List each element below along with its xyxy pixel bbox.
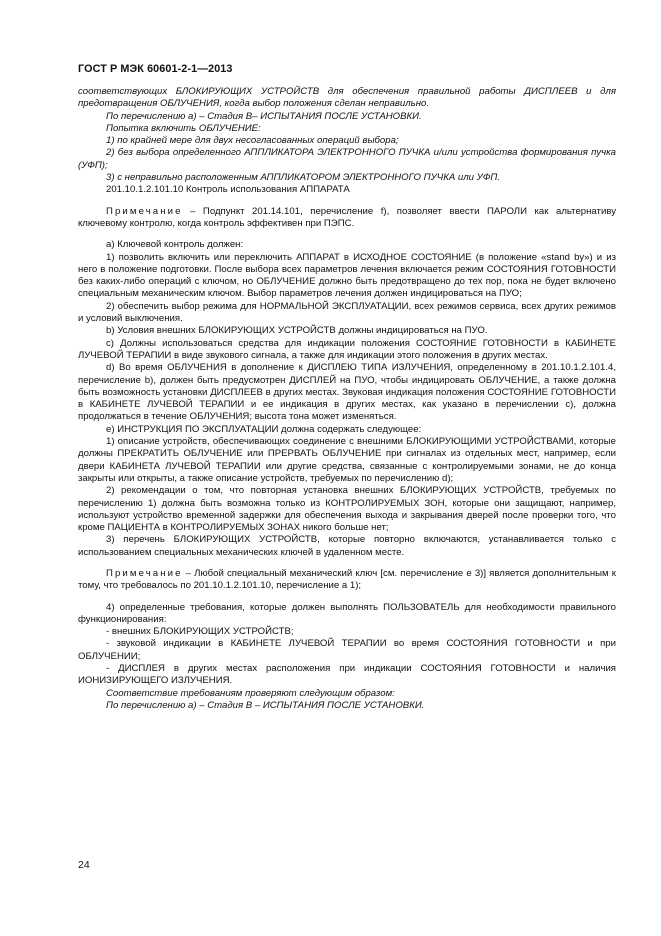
item-e: е) ИНСТРУКЦИЯ ПО ЭКСПЛУАТАЦИИ должна содержать следующее: bbox=[106, 423, 422, 435]
item-b: b) Условия внешних БЛОКИРУЮЩИХ УСТРОЙСТВ должны индицироваться на ПУО. bbox=[106, 325, 488, 337]
item-e-4: 4) определенные требования, которые должен выполнять ПОЛЬЗОВАТЕЛЬ для необходимости правильного функционирования: bbox=[78, 601, 616, 625]
item-a-2: 2) обеспечить выбор режима для НОРМАЛЬНОЙ ЭКСПЛУАТАЦИИ, всех режимов сервиса, всех других режимов и условий выключения. bbox=[78, 300, 616, 325]
note-2 bbox=[78, 568, 616, 593]
page-header-title: ГОСТ Р МЭК 60601-2-1—2013 bbox=[78, 63, 233, 75]
note-1-text: – Подпункт 201.14.101, перечисление f), позволяет ввести ПАРОЛИ как альтернативу ключевому контролю, когда контроль эффективен при ПЭПС. bbox=[78, 205, 616, 229]
item-a: а) Ключевой контроль должен: bbox=[106, 239, 244, 251]
note-1-label: Примечание bbox=[106, 205, 183, 217]
note-2-text: – Любой специальный механический ключ [см. перечисление е 3)] является дополнительным к тому, что требовалось по 201.10.1.2.101.10, перечисление а 1); bbox=[78, 567, 616, 592]
item-a-1: 1) позволить включить или переключить АППАРАТ в ИСХОДНОЕ СОСТОЯНИЕ (в положение «stand by») и из него в положение подготовки. После выбора всех параметров лечения включается режим СОСТОЯНИЯ ГОТОВНОСТИ без каких-либо операций с ключом, но ОБЛУЧЕНИЕ должно быть предотвращено до тех пор, пока не будет включено специальным механическим ключом. Выбор параметров лечения должен индицироваться на ПУО; bbox=[78, 251, 616, 300]
clause-heading: 201.10.1.2.101.10 Контроль использования АППАРАТА bbox=[106, 184, 350, 196]
item-e-3: 3) перечень БЛОКИРУЮЩИХ УСТРОЙСТВ, которые повторно включаются, устанавливается только с использованием специальных механических ключей в удаленном месте. bbox=[78, 534, 616, 558]
test-item-2: 2) без выбора определенного АППЛИКАТОРА ЭЛЕКТРОННОГО ПУЧКА и/или устройства формирования пучка (УФП); bbox=[78, 147, 616, 171]
note-2-label: Примечание bbox=[106, 567, 183, 579]
page-number: 24 bbox=[78, 859, 90, 871]
item-e-2: 2) рекомендации о том, что повторная установка внешних БЛОКИРУЮЩИХ УСТРОЙСТВ, требуемых по перечислению 1) должна быть возможна только из КОНТРОЛИРУЕМЫХ ЗОН, которые они защищают, например, используют устройство временной задержки для обеспечения выхода и закрывания дверей после проверки того, что кроме ПАЦИЕНТА в КОНТРОЛИРУЕМЫХ ЗОНАХ никого больше нет; bbox=[78, 485, 616, 534]
item-e-4-bullet-2: - звуковой индикации в КАБИНЕТЕ ЛУЧЕВОЙ ТЕРАПИИ во время СОСТОЯНИЯ ГОТОВНОСТИ и при ОБЛУЧЕНИИ; bbox=[78, 638, 616, 662]
test-stage-line: По перечислению а) – Стадия B– ИСПЫТАНИЯ ПОСЛЕ УСТАНОВКИ. bbox=[106, 110, 422, 122]
item-d: d) Во время ОБЛУЧЕНИЯ в дополнение к ДИСПЛЕЮ ТИПА ИЗЛУЧЕНИЯ, определенному в 201.10.1.2.101.4, перечисление b), должен быть предусмотрен ДИСПЛЕЙ на ПУО, чтобы индицировать ОБЛУЧЕНИЕ, а также должна быть возможность установки ДИСПЛЕЕВ в других местах. Звуковая индикация положения СОСТОЯНИЕ ГОТОВНОСТИ в КАБИНЕТЕ ЛУЧЕВОЙ ТЕРАПИИ и ее индикация в других местах, как указано в перечислении с), должна продолжаться в течение ОБЛУЧЕНИЯ; высота тона может изменяться. bbox=[78, 362, 616, 423]
compliance-line: Соответствие требованиям проверяют следующим образом: bbox=[106, 687, 395, 699]
test-attempt-line: Попытка включить ОБЛУЧЕНИЕ: bbox=[106, 122, 261, 134]
test-stage-line-2: По перечислению а) – Стадия B – ИСПЫТАНИЯ ПОСЛЕ УСТАНОВКИ. bbox=[106, 699, 425, 711]
test-item-1: 1) по крайней мере для двух несогласованных операций выбора; bbox=[106, 135, 399, 147]
item-e-4-bullet-1: - внешних БЛОКИРУЮЩИХ УСТРОЙСТВ; bbox=[106, 626, 294, 638]
test-item-3: 3) с неправильно расположенным АППЛИКАТОРОМ ЭЛЕКТРОННОГО ПУЧКА или УФП. bbox=[106, 172, 500, 184]
note-1 bbox=[78, 206, 616, 231]
paragraph-continuation: соответствующих БЛОКИРУЮЩИХ УСТРОЙСТВ для обеспечения правильной работы ДИСПЛЕЕВ и для предотвращения ОБЛУЧЕНИЯ, когда выбор положения сделан неправильно. bbox=[78, 86, 616, 110]
item-e-4-bullet-3: - ДИСПЛЕЯ в других местах расположения при индикации СОСТОЯНИЯ ГОТОВНОСТИ и наличия ИОНИЗИРУЮЩЕГО ИЗЛУЧЕНИЯ. bbox=[78, 663, 616, 687]
item-e-1: 1) описание устройств, обеспечивающих соединение с внешними БЛОКИРУЮЩИМИ УСТРОЙСТВАМИ, которые должны ПРЕКРАТИТЬ ОБЛУЧЕНИЕ или ПРЕРВАТЬ ОБЛУЧЕНИЕ при сигналах из отдельных мест, например, если двери КАБИНЕТА ЛУЧЕВОЙ ТЕРАПИИ или другие средства, связанные с контролируемыми зонами, не до конца закрыты или открыты, а также описание устройств, требуемых по перечислению d); bbox=[78, 436, 616, 484]
item-c: c) Должны использоваться средства для индикации положения СОСТОЯНИЕ ГОТОВНОСТИ в КАБИНЕТЕ ЛУЧЕВОЙ ТЕРАПИИ в виде звукового сигнала, а также для индикации этого положения в других местах. bbox=[78, 337, 616, 361]
document-body bbox=[78, 86, 616, 712]
